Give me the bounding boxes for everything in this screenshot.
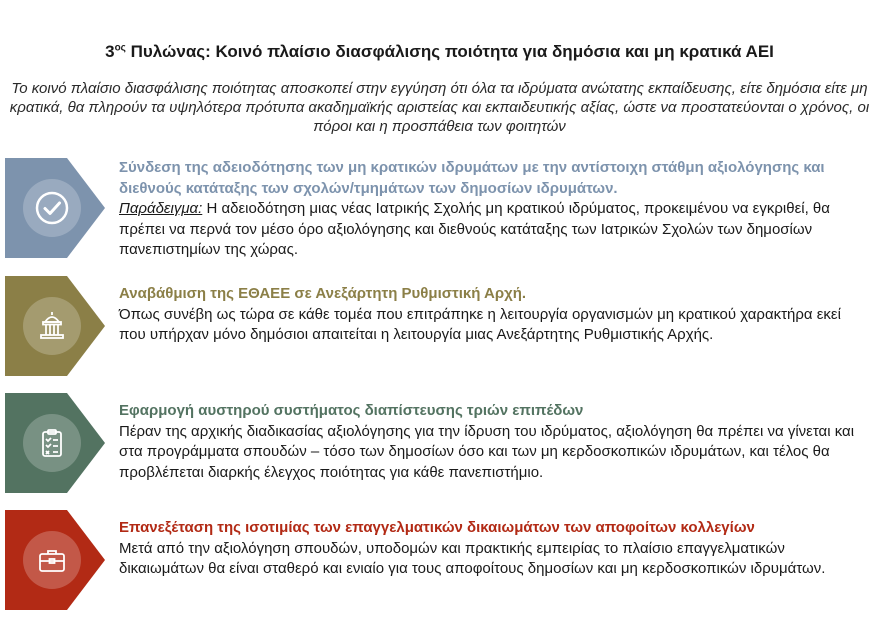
item-body [119,200,830,258]
item-body: Μετά από την αξιολόγηση σπουδών, υποδομών και πρακτικής εμπειρίας το πλαίσιο επαγγελματικών δικαιωμάτων θα είναι σταθερό και ενιαίο για τους αποφοίτους δημοσίων και μη κερδοσκοπικών ιδρυμάτων. [119,539,826,577]
government-building-icon [23,297,81,355]
item-chevron [5,276,105,376]
checkmark-circle-icon [23,179,81,237]
ordinal-suffix: ος [114,42,126,54]
item-heading: Εφαρμογή αυστηρού συστήματος διαπίστευσης τριών επιπέδων [119,402,584,419]
example-label: Παράδειγμα: [119,200,203,217]
title-text: Πυλώνας: Κοινό πλαίσιο διασφάλισης ποιότητα για δημόσια και μη κρατικά ΑΕΙ [125,42,774,61]
item-body: Όπως συνέβη ως τώρα σε κάθε τομέα που επιτράπηκε η λειτουργία οργανισμών μη κρατικού χαρακτήρα εκεί που υπήρχαν μόνο δημόσιοι απαιτείται η λειτουργία μιας Ανεξάρτητης Ρυθμιστικής Αρχής. [119,305,841,343]
checklist-clipboard-icon [23,414,81,472]
item-chevron [5,510,105,610]
example-text: Η αδειοδότηση μιας νέας Ιατρικής Σχολής μη κρατικού ιδρύματος, προκειμένου να εγκριθεί, θα πρέπει να περνά τον μέσο όρο αξιολόγησης και διεθνούς κατάταξης των Ιατρικών Σχολών των δημοσίων πανεπιστημίων της χώρας. [119,200,830,258]
item-body: Πέραν της αρχικής διαδικασίας αξιολόγησης για την ίδρυση του ιδρύματος, αξιολόγηση θα πρέπει να γίνεται και στα προγράμματα σπουδών – τόσο των δημοσίων όσο και των μη κερδοσκοπικών ιδρυμάτων, και τέλος θα προβλέπεται διαρκής έλεγχος ποιότητας για κάθε πανεπιστήμιο. [119,422,855,481]
item-heading: Σύνδεση της αδειοδότησης των μη κρατικών ιδρυμάτων με την αντίστοιχη στάθμη αξιολόγησης και διεθνούς κατάταξης των σχολών/τμημάτων των δημοσίων ιδρυμάτων. [119,159,825,197]
page-subtitle: Το κοινό πλαίσιο διασφάλισης ποιότητας αποσκοπεί στην εγγύηση ότι όλα τα ιδρύματα ανώτατης εκπαίδευσης, είτε δημόσια είτε μη κρατικά, θα πληρούν τα υψηλότερα πρότυπα ακαδημαϊκής αριστείας και εκπαιδευτικής αξίας, ώστε να προστατεύονται ο χρόνος, οι πόροι και η προσπάθεια των φοιτητών [9,80,870,135]
item-chevron [5,158,105,258]
briefcase-icon [23,531,81,589]
page-title [0,42,879,62]
item-chevron [5,393,105,493]
item-heading: Αναβάθμιση της ΕΘΑΕΕ σε Ανεξάρτητη Ρυθμιστική Αρχή. [119,285,527,302]
item-heading: Επανεξέταση της ισοτιμίας των επαγγελματικών δικαιωμάτων των αποφοίτων κολλεγίων [119,519,755,536]
pillar-number: 3 [105,42,115,61]
